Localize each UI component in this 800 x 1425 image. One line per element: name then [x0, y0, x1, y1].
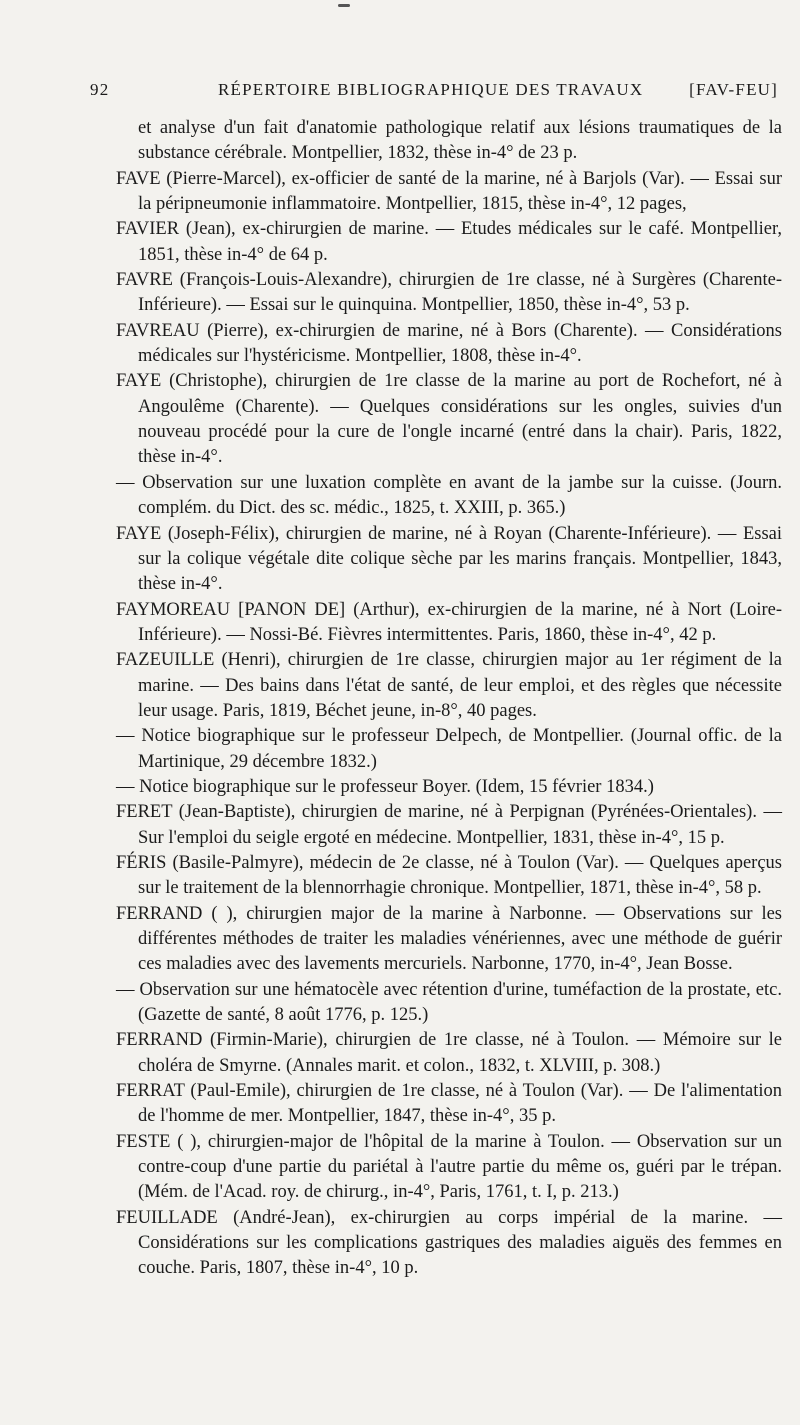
- running-header: [90, 80, 778, 108]
- entry-fazeuille: FAZEUILLE (Henri), chirurgien de 1re classe, chirurgien major au 1er régiment de la marine. — Des bains dans l'état de santé, de leur emploi, et des règles que nécessite leur usage. Paris, 1819, Béchet jeune, in-8°, 40 pages.: [116, 650, 782, 721]
- entry-sub-notice-delpech: — Notice biographique sur le professeur Delpech, de Montpellier. (Journal offic. de la Martinique, 29 décembre 1832.): [116, 726, 782, 772]
- running-title: RÉPERTOIRE BIBLIOGRAPHIQUE DES TRAVAUX: [218, 80, 644, 99]
- entry-sub-hematocele: — Observation sur une hématocèle avec rétention d'urine, tuméfaction de la prostate, etc. (Gazette de santé, 8 août 1776, p. 125.): [116, 979, 782, 1026]
- entry-feret: FERET (Jean-Baptiste), chirurgien de marine, né à Perpignan (Pyrénées-Orientales). — Sur l'emploi du seigle ergoté en médecine. Montpellier, 1831, thèse in-4°, 15 p.: [116, 802, 782, 848]
- entry-sub-notice-boyer: — Notice biographique sur le professeur Boyer. (Idem, 15 février 1834.): [116, 776, 654, 797]
- entry-favre: FAVRE (François-Louis-Alexandre), chirurgien de 1re classe, né à Surgères (Charente-Inférieure). — Essai sur le quinquina. Montpellier, 1850, thèse in-4°, 53 p.: [116, 270, 782, 316]
- entry-faymoreau: FAYMOREAU [PANON DE] (Arthur), ex-chirurgien de la marine, né à Nort (Loire-Inférieure). — Nossi-Bé. Fièvres intermittentes. Paris, 1860, thèse in-4°, 42 p.: [116, 599, 782, 645]
- ink-speck: [338, 4, 350, 7]
- page-number: 92: [90, 80, 110, 99]
- entry-faye-christophe: FAYE (Christophe), chirurgien de 1re classe de la marine au port de Rochefort, né à Angoulême (Charente). — Quelques considérations sur les ongles, suivies d'un nouveau procédé pour la cure de l'ongle incarné (entré dans la chair). Paris, 1822, thèse in-4°.: [116, 371, 782, 468]
- continuation-text: et analyse d'un fait d'anatomie pathologique relatif aux lésions traumatiques de la substance cérébrale. Montpellier, 1832, thèse in-4° de 23 p.: [138, 118, 782, 164]
- entry-faye-joseph-felix: FAYE (Joseph-Félix), chirurgien de marine, né à Royan (Charente-Inférieure). — Essai sur la colique végétale dite colique sèche par les marins français. Montpellier, 1843, thèse in-4°.: [116, 523, 782, 595]
- entry-feste: FESTE ( ), chirurgien-major de l'hôpital de la marine à Toulon. — Observation sur un contre-coup d'une partie du pariétal à l'autre partie du même os, guéri par le trépan. (Mém. de l'Acad. roy. de chirurg., in-4°, Paris, 1761, t. I, p. 213.): [116, 1131, 782, 1203]
- entry-sub-observation: — Observation sur une luxation complète en avant de la jambe sur la cuisse. (Journ. complém. du Dict. des sc. médic., 1825, t. XXIII, p. 365.): [116, 472, 782, 519]
- entry-range: [FAV-FEU]: [689, 80, 778, 99]
- entry-favier: FAVIER (Jean), ex-chirurgien de marine. — Etudes médicales sur le café. Montpellier, 1851, thèse in-4° de 64 p.: [116, 219, 782, 265]
- entry-ferrand-narbonne: FERRAND ( ), chirurgien major de la marine à Narbonne. — Observations sur les différentes méthodes de traiter les maladies vénériennes, avec une méthode de guérir ces maladies avec des lavements mercuriels. Narbonne, 1770, in-4°, Jean Bosse.: [116, 903, 782, 975]
- entry-ferrand-firmin: FERRAND (Firmin-Marie), chirurgien de 1re classe, né à Toulon. — Mémoire sur le choléra de Smyrne. (Annales marit. et colon., 1832, t. XLVIII, p. 308.): [116, 1030, 782, 1076]
- bibliography-body: [116, 116, 782, 1282]
- entry-favreau: FAVREAU (Pierre), ex-chirurgien de marine, né à Bors (Charente). — Considérations médicales sur l'hystéricisme. Montpellier, 1808, thèse in-4°.: [116, 320, 782, 367]
- entry-feuillade: FEUILLADE (André-Jean), ex-chirurgien au corps impérial de la marine. — Considérations sur les complications gastriques des maladies aiguës des femmes en couche. Paris, 1807, thèse in-4°, 10 p.: [116, 1207, 782, 1279]
- entry-feris: FÉRIS (Basile-Palmyre), médecin de 2e classe, né à Toulon (Var). — Quelques aperçus sur le traitement de la blennorrhagie chronique. Montpellier, 1871, thèse in-4°, 58 p.: [116, 852, 782, 899]
- entry-ferrat: FERRAT (Paul-Emile), chirurgien de 1re classe, né à Toulon (Var). — De l'alimentation de l'homme de mer. Montpellier, 1847, thèse in-4°, 35 p.: [116, 1081, 782, 1127]
- entry-faye-pierre-marcel: FAVE (Pierre-Marcel), ex-officier de santé de la marine, né à Barjols (Var). — Essai sur la péripneumonie inflammatoire. Montpellier, 1815, thèse in-4°, 12 pages,: [116, 168, 782, 215]
